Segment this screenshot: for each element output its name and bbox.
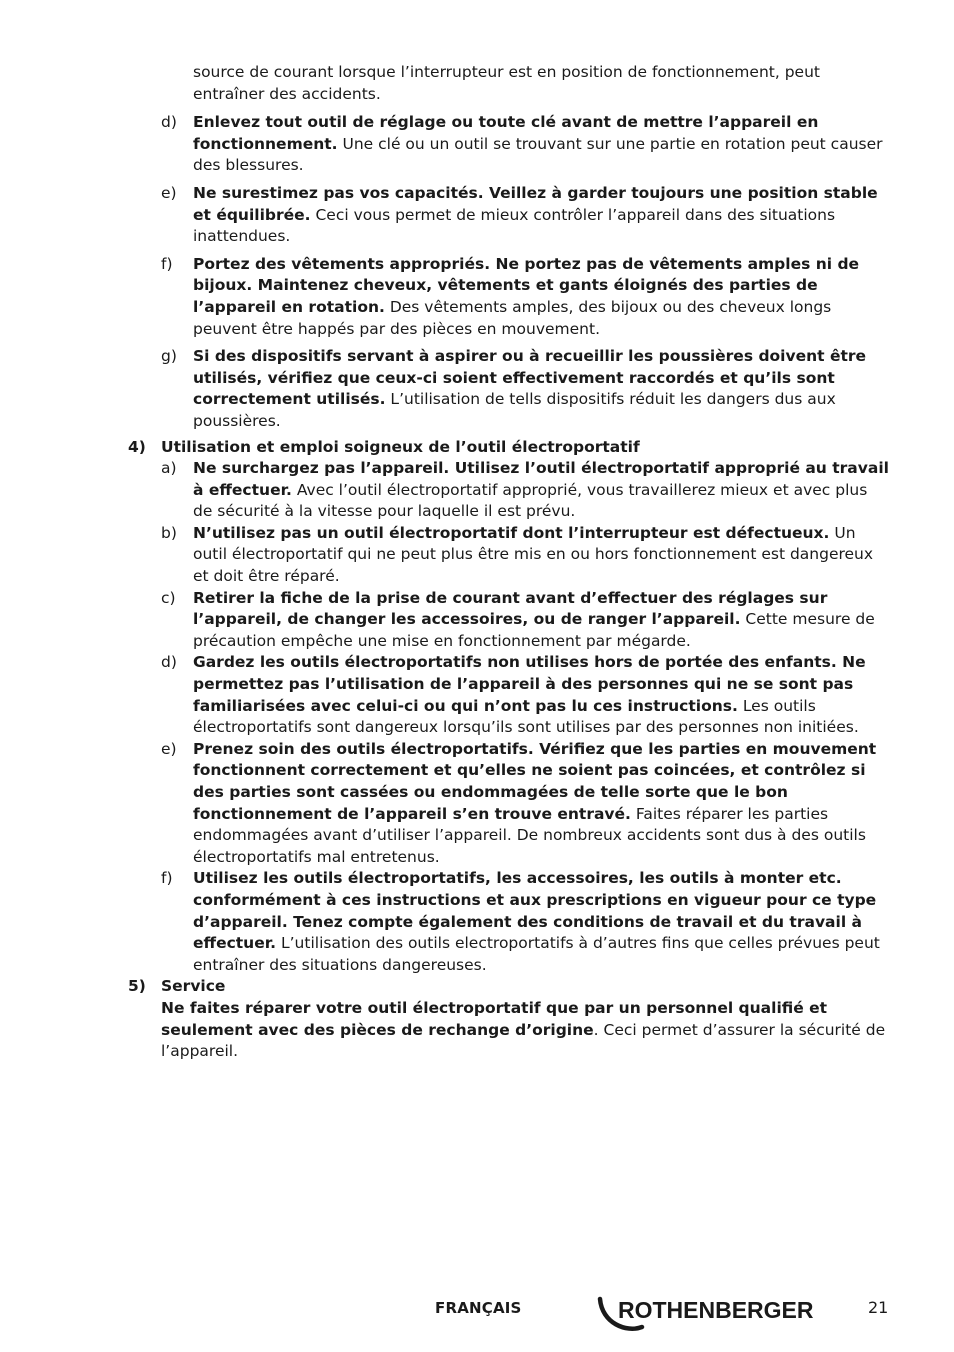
- list-item: [128, 868, 890, 976]
- list-item: [128, 254, 890, 340]
- item-text: Avec l’outil électroportatif approprié, vous travaillerez mieux et avec plus de sécurité à la vitesse pour laquelle il est prévu.: [193, 480, 868, 521]
- item-text: Des vêtements amples, des bijoux ou des cheveux longs peuvent être happés par des pièces en mouvement.: [193, 297, 832, 338]
- section-title: Utilisation et emploi soigneux de l’outil électroportatif: [161, 437, 640, 456]
- item-text: L’utilisation de tells dispositifs réduit les dangers dus aux poussières.: [193, 390, 836, 430]
- item-bold-text: Prenez soin des outils électroportatifs. Vérifiez que les parties en mouvement fonctionnent correctement et qu’elles ne soient pas coincées, et contrôlez si des parties sont cassées ou endommagées de telle sorte que le bon fonctionnement de l’appareil s’en trouve entravé.: [193, 739, 877, 823]
- item-bold-text: N’utilisez pas un outil électroportatif dont l’interrupteur est défectueux.: [193, 523, 830, 542]
- list-item: [128, 112, 890, 177]
- item-letter: f): [161, 254, 173, 273]
- intro-paragraph: source de courant lorsque l’interrupteur est en position de fonctionnement, peut entraîner des accidents.: [193, 63, 820, 103]
- item-text: L’utilisation des outils electroportatifs à d’autres fins que celles prévues peut entraîner des situations dangereuses.: [193, 934, 880, 974]
- item-letter: e): [161, 739, 177, 758]
- item-text: Une clé ou un outil se trouvant sur une partie en rotation peut causer des blessures.: [193, 134, 883, 175]
- item-letter: b): [161, 523, 177, 542]
- list-item: [128, 346, 890, 432]
- section-title: Service: [161, 977, 226, 996]
- list-item: [128, 523, 890, 588]
- footer-language: FRANÇAIS: [435, 1299, 522, 1317]
- brand-text: ROTHENBERGER: [618, 1297, 814, 1323]
- section-bold-text: Ne faites réparer votre outil électroportatif que par un personnel qualifié et seulement avec des pièces de rechange d’origine: [161, 998, 828, 1039]
- item-letter: e): [161, 183, 177, 202]
- item-bold-text: Portez des vêtements appropriés. Ne portez pas de vêtements amples ni de bijoux. Maintenez cheveux, vêtements et gants éloignés des parties de l’appareil en rotation.: [193, 254, 860, 316]
- item-letter: a): [161, 459, 177, 478]
- list-item: [128, 652, 890, 738]
- item-bold-text: Ne surestimez pas vos capacités. Veillez à garder toujours une position stable et équilibrée.: [193, 183, 878, 224]
- list-item: [128, 183, 890, 248]
- item-bold-text: Retirer la fiche de la prise de courant avant d’effectuer des réglages sur l’appareil, de changer les accessoires, ou de ranger l’appareil.: [193, 588, 828, 629]
- list-item: [128, 588, 890, 653]
- section-heading-4: [128, 437, 890, 459]
- list-item: [128, 458, 890, 523]
- item-bold-text: Ne surchargez pas l’appareil. Utilisez l’outil électroportatif approprié au travail à effectuer.: [193, 459, 889, 499]
- item-bold-text: Utilisez les outils électroportatifs, les accessoires, les outils à monter etc. conformément à ces instructions et aux prescriptions en vigueur pour ce type d’appareil. Tenez compte également des conditions de travail et du travail à effectuer.: [193, 869, 877, 953]
- section-5-body: [128, 998, 890, 1063]
- page-number: 21: [868, 1298, 889, 1317]
- section-heading-5: [128, 976, 890, 998]
- item-letter: g): [161, 347, 177, 366]
- item-letter: f): [161, 869, 173, 888]
- item-text: Les outils électroportatifs sont dangereux lorsqu’ils sont utilises par des personnes non initiées.: [193, 696, 859, 737]
- item-text: Cette mesure de précaution empêche une mise en fonctionnement par mégarde.: [193, 610, 875, 650]
- item-bold-text: Enlevez tout outil de réglage ou toute clé avant de mettre l’appareil en fonctionnement.: [193, 113, 819, 153]
- list-item: [128, 739, 890, 869]
- item-text: Faites réparer les parties endommagées avant d’utiliser l’appareil. De nombreux accidents sont dus à des outils électroportatifs mal entretenus.: [193, 804, 866, 866]
- rothenberger-logo: [596, 1293, 836, 1335]
- section-number: 4): [128, 437, 146, 456]
- item-bold-text: Si des dispositifs servant à aspirer ou à recueillir les poussières doivent être utilisés, vérifiez que ceux-ci soient effectivement raccordés et qu’ils sont correctement utilisés.: [193, 347, 867, 409]
- item-letter: d): [161, 653, 177, 672]
- item-letter: c): [161, 588, 176, 607]
- item-text: Ceci vous permet de mieux contrôler l’appareil dans des situations inattendues.: [193, 205, 836, 246]
- page-content: [128, 62, 890, 1063]
- section-number: 5): [128, 977, 146, 996]
- item-bold-text: Gardez les outils électroportatifs non utilises hors de portée des enfants. Ne permettez pas l’utilisation de l’appareil à des personnes qui ne se sont pas familiarisées avec celui-ci ou qui n’ont pas lu ces instructions.: [193, 653, 866, 715]
- item-letter: d): [161, 113, 177, 132]
- item-text: Un outil électroportatif qui ne peut plus être mis en ou hors fonctionnement est dangereux et doit être réparé.: [193, 523, 874, 586]
- section-text: . Ceci permet d’assurer la sécurité de l’appareil.: [161, 1020, 886, 1061]
